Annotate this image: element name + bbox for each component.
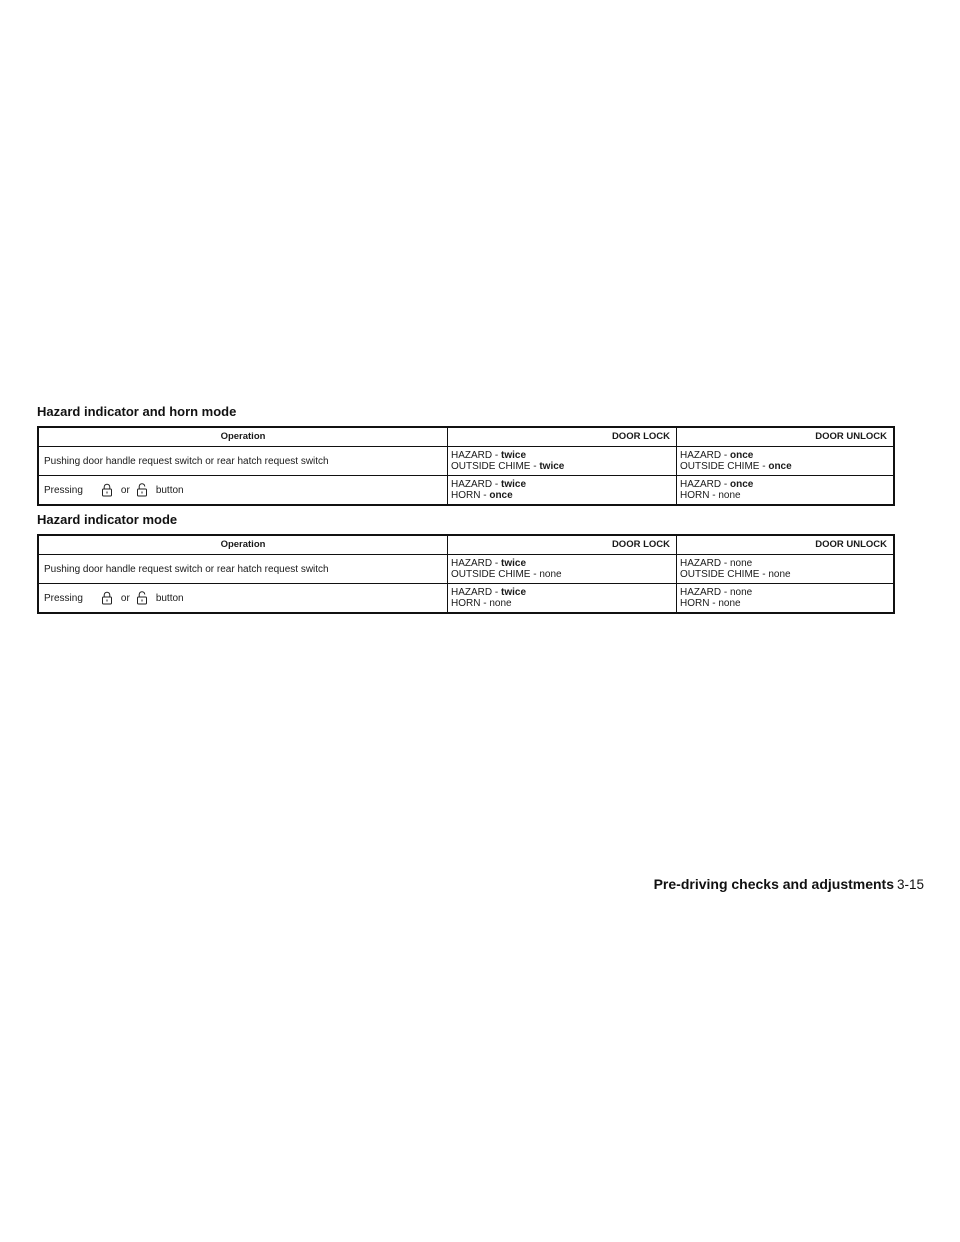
hazard-label: HAZARD - [451, 587, 501, 598]
horn-line: HORN - none [680, 598, 741, 609]
header-door-lock: DOOR LOCK [448, 427, 677, 447]
hazard-label: HAZARD - [451, 479, 501, 490]
or-text: or [120, 484, 130, 496]
header-door-unlock: DOOR UNLOCK [677, 535, 895, 555]
hazard-value: twice [501, 587, 527, 598]
door-unlock-cell [677, 447, 895, 476]
chime-value: twice [539, 461, 565, 472]
hazard-horn-table [37, 426, 895, 506]
door-unlock-cell [677, 476, 895, 506]
door-lock-cell [448, 555, 677, 584]
horn-value: none [718, 490, 741, 501]
operation-cell: Pushing door handle request switch or rear hatch request switch [38, 447, 448, 476]
horn-value: once [489, 490, 513, 501]
hazard-label: HAZARD - [680, 450, 730, 461]
page-number: 3-15 [896, 877, 924, 892]
unlock-icon [136, 483, 148, 497]
hazard-value: once [730, 479, 754, 490]
door-lock-cell [448, 476, 677, 506]
hazard-value: once [730, 450, 754, 461]
chime-line: OUTSIDE CHIME - none [680, 569, 791, 580]
hazard-value: twice [501, 558, 527, 569]
horn-label: HORN - [680, 490, 719, 501]
pressing-text: Pressing [44, 484, 83, 496]
operation-cell: Pushing door handle request switch or rear hatch request switch [38, 555, 448, 584]
table-row [38, 476, 894, 506]
chime-line: OUTSIDE CHIME - none [451, 569, 562, 580]
hazard-label: HAZARD - [451, 558, 501, 569]
header-door-lock: DOOR LOCK [448, 535, 677, 555]
footer-section-name: Pre-driving checks and adjustments [653, 876, 894, 892]
table-row [38, 447, 894, 476]
unlock-icon [136, 591, 148, 605]
hazard-line: HAZARD - none [680, 558, 753, 569]
header-door-unlock: DOOR UNLOCK [677, 427, 895, 447]
hazard-label: HAZARD - [680, 479, 730, 490]
lock-icon [101, 483, 113, 497]
button-text: button [155, 592, 184, 604]
section-title-hazard: Hazard indicator mode [37, 512, 178, 527]
header-operation: Operation [38, 535, 448, 555]
hazard-value: twice [501, 450, 527, 461]
chime-label: OUTSIDE CHIME - [451, 461, 540, 472]
chime-value: once [768, 461, 792, 472]
lock-icon [101, 591, 113, 605]
section-title-hazard-horn: Hazard indicator and horn mode [37, 404, 237, 419]
horn-line: HORN - none [451, 598, 512, 609]
table-row [38, 584, 894, 614]
operation-cell [38, 584, 448, 614]
hazard-line: HAZARD - none [680, 587, 753, 598]
door-lock-cell [448, 447, 677, 476]
hazard-value: twice [501, 479, 527, 490]
pressing-text: Pressing [44, 592, 83, 604]
table-header-row [38, 427, 894, 447]
door-unlock-cell [677, 555, 895, 584]
horn-label: HORN - [451, 490, 490, 501]
or-text: or [120, 592, 130, 604]
table-header-row [38, 535, 894, 555]
operation-cell [38, 476, 448, 506]
table-row [38, 555, 894, 584]
hazard-table [37, 534, 895, 614]
chime-label: OUTSIDE CHIME - [680, 461, 769, 472]
door-unlock-cell [677, 584, 895, 614]
hazard-label: HAZARD - [451, 450, 501, 461]
header-operation: Operation [38, 427, 448, 447]
button-text: button [155, 484, 184, 496]
door-lock-cell [448, 584, 677, 614]
